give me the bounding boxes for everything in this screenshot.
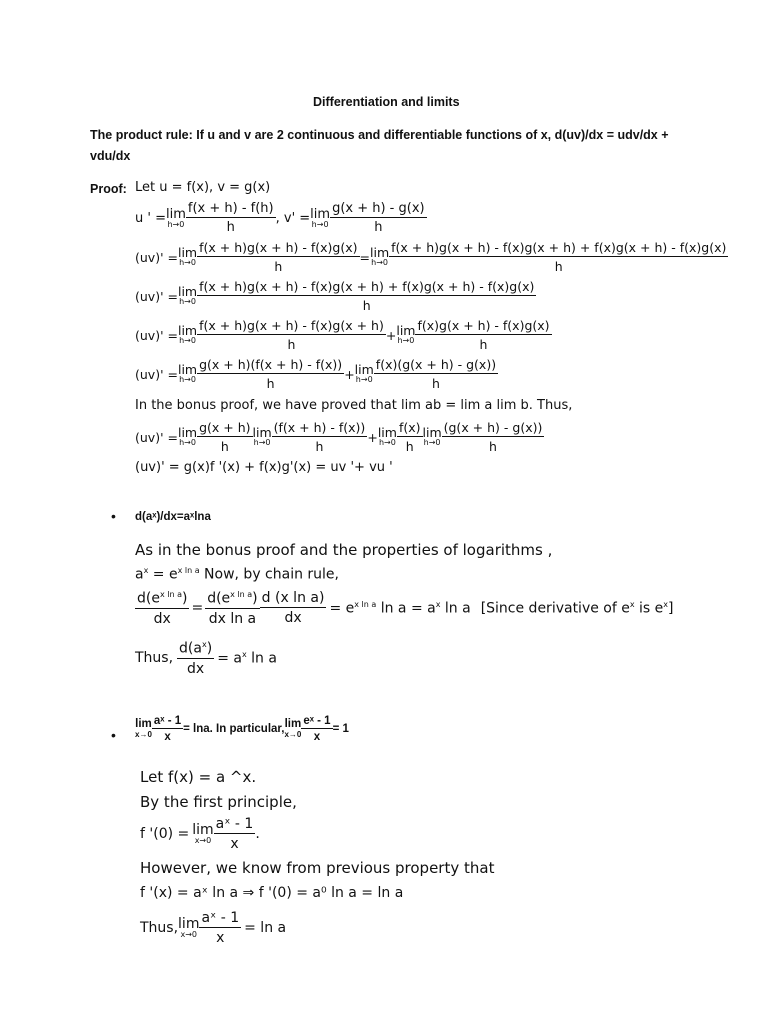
lim-operator: lim h→0 bbox=[177, 244, 198, 268]
lim-operator: lim h→0 bbox=[177, 283, 198, 307]
page-title: Differentiation and limits bbox=[313, 95, 460, 109]
lim-operator: lim h→0 bbox=[377, 424, 397, 448]
exp-line-1: As in the bonus proof and the properties of logarithms , bbox=[135, 541, 553, 559]
limit-line-4: However, we know from previous property that bbox=[140, 859, 495, 877]
lim-operator: lim x→0 bbox=[135, 718, 152, 739]
statement-line-1: The product rule: If u and v are 2 continuous and differentiable functions of x, d(uv)/dx = udv/dx + bbox=[90, 128, 669, 142]
uv-label: (uv)' = bbox=[135, 288, 178, 304]
limit-line-2: By the first principle, bbox=[140, 793, 297, 811]
fraction: $\frac{f(x + h)g(x + h) - f(x)g(x + h) + f(x)g(x + h) - f(x)g(x)}{h}$ bbox=[391, 240, 727, 274]
proof-uprime-line bbox=[135, 201, 427, 235]
proof-line-5 bbox=[135, 420, 544, 454]
uv-label: (uv)' = bbox=[135, 327, 178, 343]
plus: + bbox=[344, 366, 355, 382]
exp-derivative-line: $\frac{d(e^{x ln a})}{dx}$ = $\frac{d(e^{x ln a})}{\text{dx ln a}}$ $\frac{\text{d (x ln a)}}{dx}$ = $e^{x ln a}$ $\ln a = a^x$ ln a [Since derivative of $e^x$ is $e^x$] bbox=[137, 590, 674, 627]
fraction: $\frac{\text{d (x ln a)}}{dx}$ bbox=[261, 590, 325, 627]
plus: + bbox=[385, 327, 397, 343]
fraction: $\frac{f(x)g(x + h) - f(x)g(x)}{h}$ bbox=[417, 318, 550, 352]
fraction: $\frac{f(x)}{h}$ bbox=[398, 420, 421, 454]
limit-line-6: Thus, lim x→0 $\frac{\text{aˣ - 1}}{x}$ = ln a bbox=[140, 910, 287, 946]
fraction: $\frac{\text{aˣ - 1}}{x}$ bbox=[215, 816, 254, 852]
lim-operator: lim h→0 bbox=[177, 322, 198, 346]
uprime-label: u ' = bbox=[135, 210, 166, 226]
fraction: $\frac{f(x)(g(x + h) - g(x))}{h}$ bbox=[375, 357, 497, 391]
proof-let-line: Let u = f(x), v = g(x) bbox=[135, 180, 271, 195]
limit-line-5: f '(x) = aˣ ln a ⇒ f '(0) = a⁰ ln a = ln a bbox=[140, 885, 404, 901]
exp-line-2: $a^x = e^{x ln a}$ Now, by chain rule, bbox=[135, 566, 339, 583]
uv-label: (uv)' = bbox=[135, 249, 178, 265]
fraction: $\frac{(f(x + h) - f(x))}{h}$ bbox=[273, 420, 366, 454]
limit-line-3: f '(0) = lim x→0 $\frac{\text{aˣ - 1}}{x}$ . bbox=[140, 816, 260, 852]
uprime-fraction: $\frac{f(x + h) - f(h)}{h}$ bbox=[187, 201, 274, 235]
lim-operator: lim h→0 bbox=[252, 424, 272, 448]
proof-line-2 bbox=[135, 279, 536, 313]
lim-operator: lim x→0 bbox=[284, 718, 302, 739]
limit-rule-heading: lim x→0 $\frac{\text{aˣ - 1}}{x}$ = lna. In particular, lim x→0 $\frac{\text{eˣ - 1}}{x}$ = 1 bbox=[135, 715, 349, 743]
lim-operator: lim x→0 bbox=[192, 822, 214, 845]
product-rule-statement bbox=[90, 128, 669, 163]
proof-line-1 bbox=[135, 240, 728, 274]
fraction: $\frac{\text{eˣ - 1}}{x}$ bbox=[303, 715, 331, 743]
bullet-icon: • bbox=[111, 508, 116, 524]
exp-thus-line: Thus, $\frac{d(a^x)}{dx}$ = $a^x$ ln a bbox=[135, 640, 277, 677]
lim-operator: lim h→0 bbox=[396, 322, 416, 346]
fraction: $\frac{g(x + h)}{h}$ bbox=[199, 420, 251, 454]
proof-label: Proof: bbox=[90, 182, 127, 196]
fraction: $\frac{f(x + h)g(x + h) - f(x)g(x + h) + f(x)g(x + h) - f(x)g(x)}{h}$ bbox=[199, 279, 535, 313]
fraction: $\frac{g(x + h)(f(x + h) - f(x))}{h}$ bbox=[199, 357, 343, 391]
proof-final-line: (uv)' = g(x)f '(x) + f(x)g'(x) = uv '+ vu ' bbox=[135, 460, 393, 475]
fraction: $\frac{f(x + h)g(x + h) - f(x)g(x)}{h}$ bbox=[199, 240, 358, 274]
fraction: $\frac{f(x + h)g(x + h) - f(x)g(x + h)}{h}$ bbox=[199, 318, 384, 352]
proof-line-3 bbox=[135, 318, 552, 352]
lim-operator: lim h→0 bbox=[165, 206, 186, 229]
fraction: $\frac{d(e^{x ln a})}{\text{dx ln a}}$ bbox=[207, 590, 258, 627]
vprime-label: , v' = bbox=[275, 210, 311, 226]
lim-operator: lim h→0 bbox=[422, 424, 442, 448]
fraction: $\frac{d(a^x)}{dx}$ bbox=[179, 640, 213, 677]
plus: + bbox=[367, 429, 378, 445]
proof-line-4 bbox=[135, 357, 498, 391]
limit-line-1: Let f(x) = a ^x. bbox=[140, 768, 257, 786]
exp-rule-heading: d(aˣ)/dx=aˣlna bbox=[135, 511, 211, 523]
equals: = bbox=[359, 249, 370, 265]
lim-operator: lim x→0 bbox=[178, 916, 200, 939]
fraction: $\frac{(g(x + h) - g(x))}{h}$ bbox=[443, 420, 543, 454]
lim-operator: lim h→0 bbox=[177, 361, 198, 385]
vprime-fraction: $\frac{g(x + h) - g(x)}{h}$ bbox=[332, 201, 425, 235]
uv-label: (uv)' = bbox=[135, 429, 178, 445]
bonus-proof-line: In the bonus proof, we have proved that lim ab = lim a lim b. Thus, bbox=[135, 398, 573, 413]
lim-operator: lim h→0 bbox=[310, 206, 331, 229]
fraction: $\frac{\text{aˣ - 1}}{x}$ bbox=[153, 715, 182, 743]
fraction: $\frac{d(e^{x ln a})}{dx}$ bbox=[137, 590, 188, 627]
lim-operator: lim h→0 bbox=[177, 424, 198, 448]
uv-label: (uv)' = bbox=[135, 366, 178, 382]
lim-operator: lim h→0 bbox=[354, 361, 374, 385]
fraction: $\frac{\text{aˣ - 1}}{x}$ bbox=[201, 910, 240, 946]
bullet-icon: • bbox=[111, 727, 116, 743]
lim-operator: lim h→0 bbox=[370, 244, 390, 268]
statement-line-2: vdu/dx bbox=[90, 149, 131, 163]
